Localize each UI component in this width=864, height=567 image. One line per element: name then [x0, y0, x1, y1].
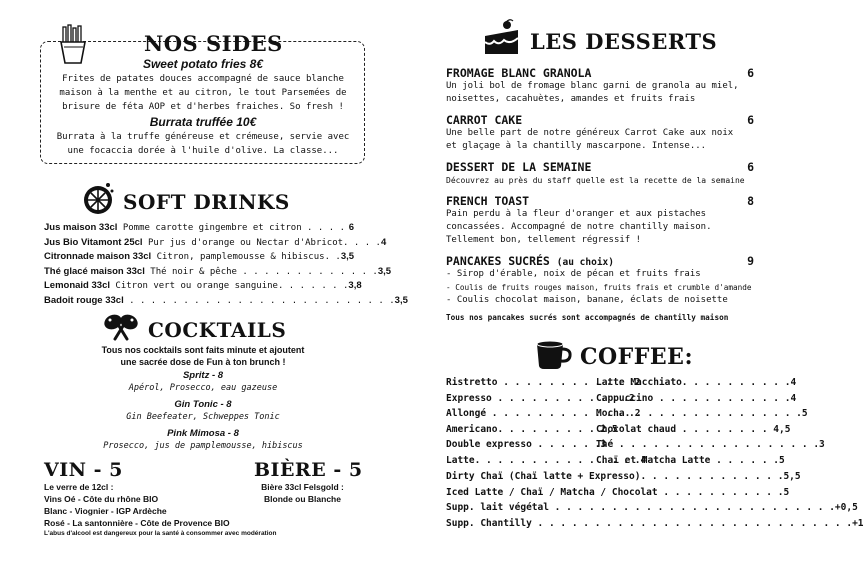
list-item: CARROT CAKE 6 Une belle part de notre généreux Carrot Cake aux noix et glaçage à la chantilly mascarpone. Intense... [446, 113, 754, 151]
list-item: Mocha. . . . . . . . . . . . . . . .5 [596, 408, 808, 420]
cake-icon [482, 20, 522, 58]
list-item: Lemonaid 33cl Citron vert ou orange sanguine. . . . . . . 3,8 [44, 280, 362, 291]
desserts-title: LES DESSERTS [530, 29, 718, 54]
biere-details: Bière 33cl Felsgold : Blonde ou Blanche [261, 482, 344, 504]
list-item: PANCAKES SUCRÉS (au choix) 9 - Sirop d'érable, noix de pécan et fruits frais - Coulis de fruits rouges maison, fruits frais et crumble d'amande - Coulis chocolat maison, banane, éclats de noisette Tous nos pancakes sucrés sont accompagnés de chantilly maison [446, 254, 754, 322]
cocktail-list [40, 369, 366, 452]
list-item: FRENCH TOAST 8 Pain perdu à la fleur d'oranger et aux pistaches concassées. Accompagné de notre chantilly maison. Tellement bon, tellement régressif ! [446, 194, 754, 245]
list-item: Cappuccino . . . . . . . . . . . .4 [596, 392, 797, 404]
list-item: Iced Latte / Chaï / Matcha / Chocolat . . . . . . . . . . .5 [446, 486, 790, 498]
cocktails-intro: Tous nos cocktails sont faits minute et ajoutent une sacrée dose de Fun à ton brunch ! [101, 345, 305, 367]
list-item: DESSERT DE LA SEMAINE 6 Découvrez au près du staff quelle est la recette de la semaine [446, 160, 754, 185]
list-item: Latte. . . . . . . . . . . . . . .4 [446, 454, 647, 466]
coffee-cup-icon [534, 338, 574, 370]
list-item: Thé . . . . . . . . . . . . . . . . . .3 [596, 439, 825, 451]
list-item: Dirty Chaï (Chaï latte + Expresso). . . . . . . . . . . . .5,5 [446, 471, 801, 482]
alcohol-warning: L'abus d'alcool est dangereux pour la santé à consommer avec modération [44, 530, 277, 537]
cocktails-title: COCKTAILS [148, 318, 287, 342]
sides-title: NOS SIDES [144, 31, 283, 56]
citrus-icon [80, 180, 116, 216]
soft-drinks-title: SOFT DRINKS [123, 190, 290, 214]
sides-item-2-name: Burrata truffée 10€ [149, 115, 257, 129]
biere-title: BIÈRE - 5 [254, 459, 363, 481]
list-item: Chaï et Matcha Latte . . . . . .5 [596, 454, 785, 466]
cocktail-name: Pink Mimosa - 8 [167, 428, 239, 439]
coffee-list-right [596, 375, 825, 469]
list-item: Badoit rouge 33cl . . . . . . . . . . . . . . . . . . . . . . . . . 3,5 [44, 294, 408, 306]
cocktail-name: Spritz - 8 [182, 370, 224, 381]
list-item: Ristretto . . . . . . . . . . . .2 [446, 377, 641, 388]
cocktail-desc: Prosecco, jus de pamplemousse, hibiscus [103, 441, 303, 451]
list-item: FROMAGE BLANC GRANOLA 6 Un joli bol de fromage blanc garni de granola au miel, noisettes, cacahuètes, amandes et fruits frais [446, 66, 754, 104]
list-item: Supp. lait végétal . . . . . . . . . . . . . . . . . . . . . . . . .+0,5 [446, 502, 858, 514]
list-item: Double expresso . . . . . .3 [446, 439, 607, 451]
cocktail-name: Gin Tonic - 8 [174, 399, 232, 410]
list-item: Expresso . . . . . . . . . . . .2 [446, 392, 635, 404]
vin-details: Le verre de 12cl : Vins Oé - Côte du rhône BIO Blanc - Viognier - IGP Ardèche Rosé - La santonnière - Côte de Provence BIO [44, 482, 230, 528]
cocktail-desc: Apérol, Prosecco, eau gazeuse [128, 383, 278, 393]
sides-item-1-desc: Frites de patates douces accompagné de sauce blanche maison à la menthe et au citron, le tout Parsemées de brisure de féta AOP et d'herbes fraiches. So fresh ! [59, 74, 347, 112]
vin-title: VIN - 5 [44, 459, 123, 481]
pancakes-note: Tous nos pancakes sucrés sont accompagnés de chantilly maison [446, 313, 729, 322]
maracas-icon [100, 312, 142, 342]
list-item: Chocolat chaud . . . . . . . . 4,5 [596, 423, 791, 435]
list-item: Citronnade maison 33cl Citron, pamplemousse & hibiscus. . 3,5 [44, 251, 355, 262]
coffee-list-full [446, 469, 864, 531]
cocktail-desc: Gin Beefeater, Schweppes Tonic [126, 412, 280, 422]
desserts-list [446, 66, 754, 322]
list-item: Supp. Chantilly . . . . . . . . . . . . . . . . . . . . . . . . . . . .+1 [446, 517, 864, 529]
coffee-title: COFFEE: [580, 344, 694, 370]
list-item: Latte Macchiato. . . . . . . . . .4 [596, 377, 797, 388]
list-item: Thé glacé maison 33cl Thé noir & pêche . . . . . . . . . . . . . 3,5 [44, 265, 392, 277]
list-item: Jus maison 33cl Pomme carotte gingembre et citron . . . . 6 [44, 222, 354, 233]
list-item: Jus Bio Vitamont 25cl Pur jus d'orange ou Nectar d'Abricot. . . . 4 [44, 236, 387, 248]
sides-item-2-desc: Burrata à la truffe généreuse et crémeuse, servie avec une focaccia dorée à l'huile d'olive. La classe... [56, 132, 350, 156]
soft-drinks-list [44, 221, 408, 308]
list-item: Allongé . . . . . . . . . . . . .2 [446, 408, 641, 420]
sides-item-1-name: Sweet potato fries 8€ [142, 57, 264, 71]
list-item: Americano. . . . . . . . . 2,5 [446, 423, 618, 435]
